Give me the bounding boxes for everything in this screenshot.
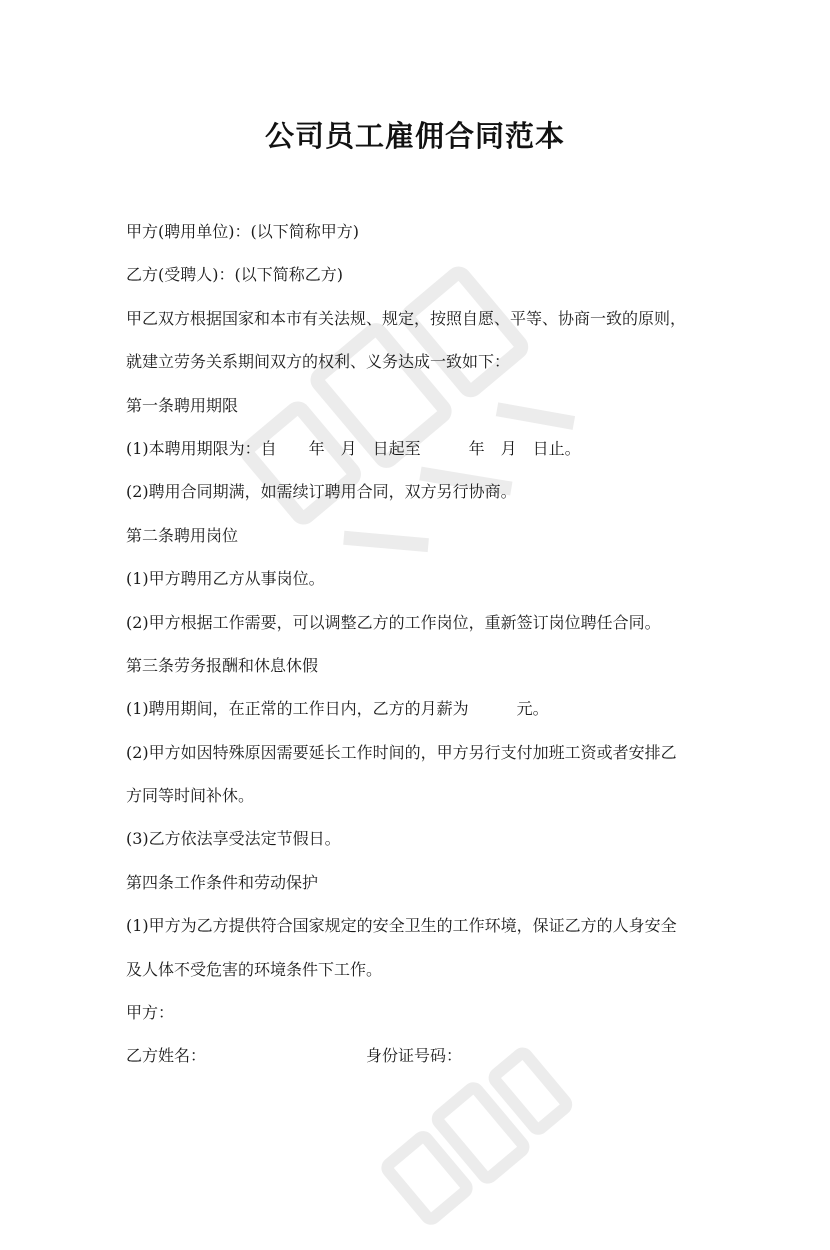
party-b-name-label: 乙方姓名： (126, 1046, 207, 1066)
signature-row (126, 1042, 726, 1085)
article-4-clause-1-line-1: (1)甲方为乙方提供符合国家规定的安全卫生的工作环境，保证乙方的人身安全 (126, 916, 677, 936)
article-3-clause-1: (1)聘用期间，在正常的工作日内，乙方的月薪为 元。 (126, 699, 549, 719)
article-2-heading: 第二条聘用岗位 (126, 525, 239, 545)
article-4-clause-1-line-2: 及人体不受危害的环境条件下工作。 (126, 959, 383, 979)
article-4-heading: 第四条工作条件和劳动保护 (126, 872, 319, 892)
preamble-line-1: 甲乙双方根据国家和本市有关法规、规定，按照自愿、平等、协商一致的原则， (126, 308, 687, 328)
id-number-label: 身份证号码： (366, 1046, 463, 1066)
contract-body (126, 218, 726, 1086)
article-1-heading: 第一条聘用期限 (126, 395, 239, 415)
party-a-signature-label: 甲方： (126, 1003, 175, 1023)
article-1-clause-1: (1)本聘用期限为：自 年 月 日起至 年 月 日止。 (126, 438, 581, 458)
article-3-clause-3: (3)乙方依法享受法定节假日。 (126, 829, 341, 849)
article-1-clause-2: (2)聘用合同期满，如需续订聘用合同，双方另行协商。 (126, 482, 517, 502)
article-3-clause-2-line-2: 方同等时间补休。 (126, 786, 255, 806)
preamble-line-2: 就建立劳务关系期间双方的权利、义务达成一致如下： (126, 352, 511, 372)
article-3-clause-2-line-1: (2)甲方如因特殊原因需要延长工作时间的，甲方另行支付加班工资或者安排乙 (126, 742, 677, 762)
article-2-clause-1: (1)甲方聘用乙方从事岗位。 (126, 569, 325, 589)
party-a-line: 甲方(聘用单位)：(以下简称甲方) (126, 222, 359, 241)
article-3-heading: 第三条劳务报酬和休息休假 (126, 655, 319, 675)
document-title: 公司员工雇佣合同范本 (264, 119, 565, 153)
party-b-line: 乙方(受聘人)：(以下简称乙方) (126, 265, 343, 285)
article-2-clause-2: (2)甲方根据工作需要，可以调整乙方的工作岗位，重新签订岗位聘任合同。 (126, 612, 661, 632)
